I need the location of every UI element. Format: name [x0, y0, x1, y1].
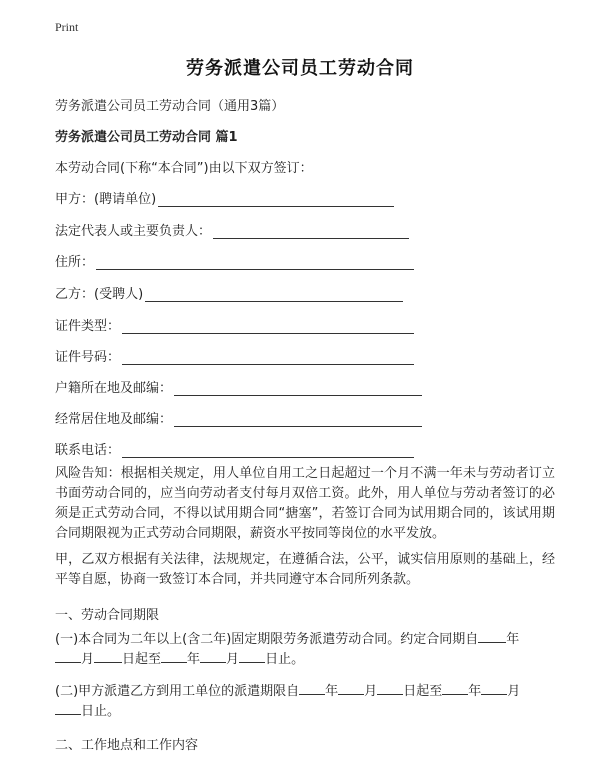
party-a-blank	[158, 193, 394, 207]
clause1-item2	[55, 682, 555, 722]
id-number-label: 证件号码：	[55, 350, 121, 365]
clause1-item2-month-blank-2	[481, 682, 507, 695]
clause1-item2-day-blank-2	[55, 702, 81, 715]
clause1-item2-month-blank	[338, 682, 364, 695]
clause1-item2-year-2: 年	[468, 684, 482, 699]
clause1-item1-year-blank-2	[55, 650, 81, 663]
clause2-heading: 二、工作地点和工作内容	[55, 738, 199, 753]
clause1-item1-year-blank	[478, 630, 506, 643]
agreement-paragraph: 甲，乙双方根据有关法律，法规规定，在遵循合法，公平，诚实信用原则的基础上，经平等自愿，协商一致签订本合同，并共同遵守本合同所列条款。	[55, 552, 555, 587]
clause1-item2-month: 月	[364, 684, 378, 699]
clause1-item1-month-blank	[94, 650, 122, 663]
intro-text: 本劳动合同(下称“本合同”)由以下双方签订：	[55, 161, 313, 176]
id-number-field	[55, 346, 414, 365]
legal-rep-label: 法定代表人或主要负责人：	[55, 224, 212, 239]
residence-label: 经常居住地及邮编：	[55, 412, 173, 427]
hukou-label: 户籍所在地及邮编：	[55, 381, 173, 396]
clause1-item1-month-blank-2	[200, 650, 226, 663]
clause1-item2-year-blank-2	[442, 682, 468, 695]
address-field	[55, 251, 414, 270]
clause1-item1-text: (一)本合同为二年以上(含二年)固定期限劳务派遣劳动合同。约定合同期自	[55, 632, 479, 647]
clause1-item1-day-blank	[239, 650, 265, 663]
clause1-item1-year-blank-3	[161, 650, 187, 663]
print-link[interactable]: Print	[55, 20, 79, 34]
party-b-blank	[145, 288, 403, 302]
clause1-item2-year: 年	[325, 684, 339, 699]
clause1-item1	[55, 630, 555, 670]
clause1-item2-from: 日起至	[403, 684, 443, 699]
party-b-label: 乙方：(受聘人)	[55, 287, 144, 302]
party-a-field	[55, 188, 394, 207]
residence-field	[55, 408, 422, 427]
hukou-field	[55, 377, 422, 396]
party-b-field	[55, 283, 403, 302]
phone-label: 联系电话：	[55, 443, 121, 458]
clause1-item2-month-2: 月	[507, 684, 521, 699]
clause1-item1-end: 日止。	[265, 652, 305, 667]
clause1-item1-year: 年	[506, 632, 520, 647]
clause1-item2-end: 日止。	[81, 704, 121, 719]
phone-blank	[122, 444, 414, 458]
address-blank	[96, 256, 414, 270]
hukou-blank	[174, 382, 422, 396]
legal-rep-blank	[213, 225, 409, 239]
phone-field	[55, 439, 414, 458]
clause1-item2-text: (二)甲方派遣乙方到用工单位的派遣期限自	[55, 684, 300, 699]
id-type-field	[55, 315, 414, 334]
legal-rep-field	[55, 220, 409, 239]
clause1-heading: 一、劳动合同期限	[55, 608, 160, 623]
clause1-item2-day-blank	[377, 682, 403, 695]
residence-blank	[174, 413, 422, 427]
document-title: 劳务派遣公司员工劳动合同	[186, 58, 414, 79]
address-label: 住所：	[55, 255, 95, 270]
id-number-blank	[122, 351, 414, 365]
clause1-item1-month-2: 月	[226, 652, 240, 667]
document-subtitle: 劳务派遣公司员工劳动合同（通用3篇）	[55, 99, 285, 114]
clause1-item1-month: 月	[81, 652, 95, 667]
risk-notice-paragraph: 风险告知：根据相关规定，用人单位自用工之日起超过一个月不满一年未与劳动者订立书面劳动合同的，应当向劳动者支付每月双倍工资。此外，用人单位与劳动者签订的必须是正式劳动合同，不得以试用期合同“搪塞”，若签订合同为试用期合同的，该试用期合同期限视为正式劳动合同期限，薪资水平按同等岗位的水平发放。	[55, 466, 555, 541]
section-heading: 劳务派遣公司员工劳动合同 篇1	[55, 130, 238, 145]
clause1-item1-from: 日起至	[122, 652, 162, 667]
clause1-item2-year-blank	[299, 682, 325, 695]
party-a-label: 甲方：(聘请单位)	[55, 192, 157, 207]
id-type-blank	[122, 320, 414, 334]
clause1-item1-year-2: 年	[187, 652, 201, 667]
id-type-label: 证件类型：	[55, 319, 121, 334]
